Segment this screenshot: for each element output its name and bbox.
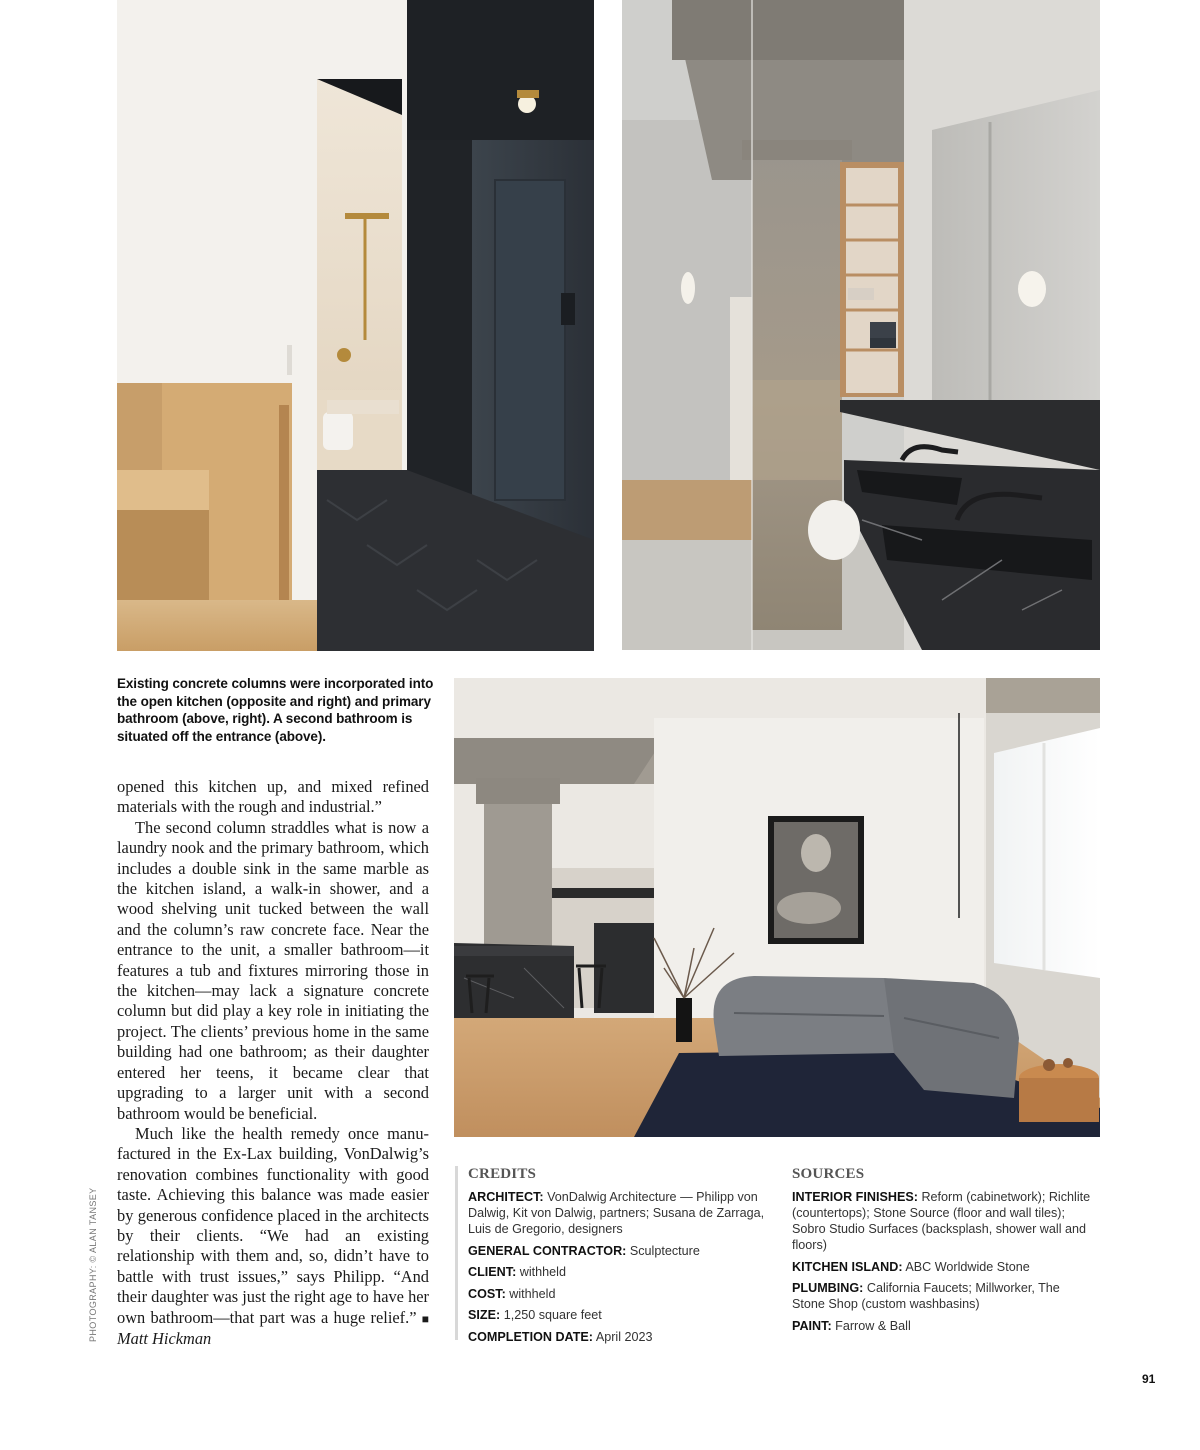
sources-value: ABC Worldwide Stone	[905, 1259, 1030, 1274]
sources-value: Farrow & Ball	[835, 1318, 911, 1333]
photo-living-room	[454, 678, 1100, 1137]
credits-value: withheld	[519, 1265, 566, 1279]
sources-section	[792, 1166, 1092, 1339]
sources-heading: SOURCES	[792, 1166, 865, 1182]
credits-label: ARCHITECT:	[468, 1190, 544, 1204]
sources-label: PAINT:	[792, 1318, 832, 1333]
author-name: Matt Hickman	[117, 1328, 212, 1348]
credits-heading: CREDITS	[468, 1166, 537, 1182]
credits-entry	[468, 1264, 778, 1280]
credits-entry	[468, 1189, 778, 1237]
credits-value: 1,250 square feet	[503, 1308, 602, 1322]
end-mark: ■	[421, 1311, 429, 1326]
credits-label: COST:	[468, 1286, 506, 1301]
credits-entry	[468, 1286, 778, 1302]
credits-label: CLIENT:	[468, 1265, 517, 1279]
photo-credit: PHOTOGRAPHY: © ALAN TANSEY	[88, 1187, 98, 1342]
page-number: 91	[1142, 1372, 1156, 1386]
credits-value: VonDalwig Architecture — Philipp von Dalwig, Kit von Dalwig, partners; Susana de Zarraga, Luis de Gregorio, designers	[468, 1190, 765, 1236]
credits-value: Sculptecture	[629, 1243, 700, 1258]
photo-primary-bathroom	[622, 0, 1100, 650]
sources-value: California Faucets; Millworker, The Stone Shop (custom washbasins)	[792, 1281, 1060, 1311]
photo-caption: Existing concrete columns were incorporated into the open kitchen (opposite and right) and primary bathroom (above, right). A second bathroom is situated off the entrance (above).	[117, 676, 434, 744]
sources-entry	[792, 1280, 1092, 1312]
sources-entry	[792, 1318, 1092, 1334]
sources-label: INTERIOR FINISHES:	[792, 1190, 918, 1204]
credits-section	[455, 1166, 778, 1344]
credits-label: SIZE:	[468, 1308, 501, 1322]
paragraph-3	[117, 1124, 429, 1349]
credits-value: withheld	[509, 1286, 556, 1301]
credits-value: April 2023	[595, 1329, 653, 1344]
credits-entry	[468, 1329, 778, 1345]
credits-label: COMPLETION DATE:	[468, 1329, 593, 1344]
sources-label: PLUMBING:	[792, 1281, 864, 1295]
paragraph-3-text: Much like the health remedy once manufactured in the Ex-Lax building, VonDalwig’s renovation combines functionality with good taste. Achieving this balance was made easier by generous confidence placed in the architects by their clients. “We had an existing relationship with them and, so, didn’t have to battle with trust issues,” says Philipp. “And their daughter was just the right age to have her own bathroom—that part was a huge relief.”	[117, 1123, 429, 1327]
paragraph-1: opened this kitchen up, and mixed refined materials with the rough and industrial.”	[117, 777, 429, 817]
article-body	[117, 777, 429, 1349]
credits-label: GENERAL CONTRACTOR:	[468, 1243, 627, 1258]
photo-entry-bathroom	[117, 0, 594, 651]
sources-entry	[792, 1189, 1092, 1253]
credits-entry	[468, 1307, 778, 1323]
paragraph-2: The second column straddles what is now a laundry nook and the primary bathroom, which includes a double sink in the same marble as the kitchen island, a walk-in shower, and a wood shelving unit tucked between the wall and the column’s raw concrete face. Near the entrance to the unit, a smaller bathroom—it features a tub and fixtures mirroring those in the kitchen—may lack a signature concrete column but did play a key role in initiating the project. The clients’ previous home in the same building had one bathroom; as their daughter entered her teens, it became clear that upgrading to a larger unit with a second bathroom would be beneficial.	[117, 817, 429, 1123]
sources-entry	[792, 1259, 1092, 1275]
sources-value: Reform (cabinetwork); Richlite (countertops); Stone Source (floor and wall tiles); Sobro Studio Surfaces (backsplash, shower wall and floors)	[792, 1190, 1091, 1252]
sources-label: KITCHEN ISLAND:	[792, 1259, 903, 1274]
credits-entry	[468, 1243, 778, 1259]
